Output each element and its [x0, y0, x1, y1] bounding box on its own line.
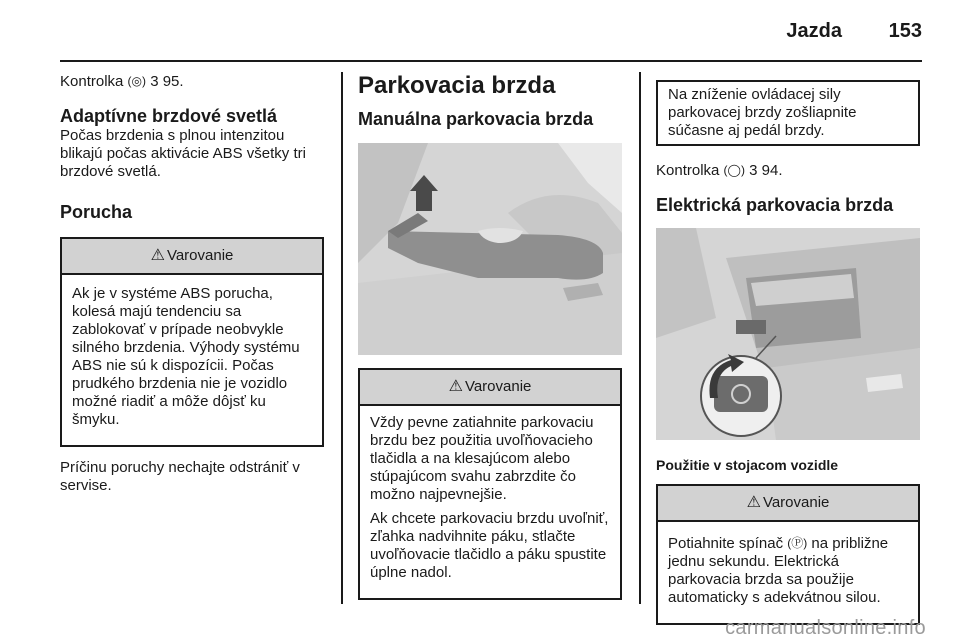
warning-header: ⚠ Varovanie — [62, 239, 322, 275]
warning-text: Ak je v systéme ABS porucha, kolesá majú tendenciu sa zablokovať v prípade neobvykle silného brzdenia. Výhody systému ABS nie sú k dispozícii. Počas prudkého brzdenia nie je vozidlo možné riadiť a môže dôjsť ku šmyku. — [72, 285, 300, 428]
parking-brake-warning-icon: (◯) — [723, 163, 745, 177]
manual-parking-brake-heading: Manuálna parkovacia brzda — [358, 109, 594, 129]
control-reference: Kontrolka (◎) 3 95. — [60, 73, 184, 90]
warning-triangle-icon: ⚠ — [746, 494, 761, 511]
adaptive-brake-lights-heading: Adaptívne brzdové svetlá — [60, 106, 278, 126]
warning-header: ⚠ Varovanie — [658, 486, 918, 522]
warning-triangle-icon: ⚠ — [448, 378, 463, 395]
use-stationary-heading: Použitie v stojacom vozidle — [656, 457, 839, 473]
note-text: Na zníženie ovládacej sily parkovacej brzdy zošliapnite súčasne aj pedál brzdy. — [668, 86, 857, 139]
fault-heading: Porucha — [60, 202, 133, 222]
column-divider — [341, 72, 343, 604]
manual-brake-illustration — [358, 143, 622, 355]
watermark: carmanualsonline.info — [725, 617, 926, 639]
control-reference: Kontrolka (◯) 3 94. — [656, 162, 783, 179]
warning-text: Potiahnite spínač (Ⓟ) na približne jednu sekundu. Elektrická parkovacia brzda sa použije automaticky s adekvátnou silou. — [668, 535, 889, 606]
column-right — [656, 72, 920, 625]
warning-triangle-icon: ⚠ — [150, 247, 165, 264]
service-text: Príčinu poruchy nechajte odstrániť v servise. — [60, 459, 300, 494]
warning-text: Vždy pevne zatiahnite parkovaciu brzdu bez použitia uvoľňovacieho tlačidla a na klesajúcom alebo stúpajúcom svahu zabrzdite čo možno najpevnejšie. — [370, 414, 594, 503]
page-header — [0, 0, 960, 60]
electric-brake-illustration — [656, 228, 920, 440]
section-title: Jazda — [786, 20, 842, 42]
electric-parking-brake-image — [656, 228, 920, 440]
manual-parking-brake-image — [358, 143, 622, 355]
page-reference-link[interactable]: 95. — [162, 73, 184, 90]
parking-brake-heading: Parkovacia brzda — [358, 72, 556, 99]
warning-text: Ak chcete parkovaciu brzdu uvoľniť, zľahka nadvihnite páku, stlačte uvoľňovacie tlačidlo a páku spustite úplne nadol. — [370, 510, 609, 581]
warning-box — [60, 237, 324, 447]
column-left — [60, 72, 325, 495]
abs-warning-icon: (◎) — [127, 74, 147, 88]
column-divider — [639, 72, 641, 604]
warning-box — [656, 484, 920, 625]
note-box — [656, 80, 920, 146]
header-rule — [60, 60, 922, 62]
warning-box — [358, 368, 622, 600]
page-number: 153 — [888, 20, 922, 42]
column-middle — [358, 72, 622, 600]
adaptive-brake-lights-text: Počas brzdenia s plnou intenzitou blikajú počas aktivácie ABS všetky tri brzdové svetlá. — [60, 127, 306, 180]
warning-header: ⚠ Varovanie — [360, 370, 620, 406]
parking-brake-switch-icon: (Ⓟ) — [787, 536, 808, 550]
electric-parking-brake-heading: Elektrická parkovacia brzda — [656, 195, 894, 215]
page-reference-link[interactable]: 94. — [761, 162, 783, 179]
